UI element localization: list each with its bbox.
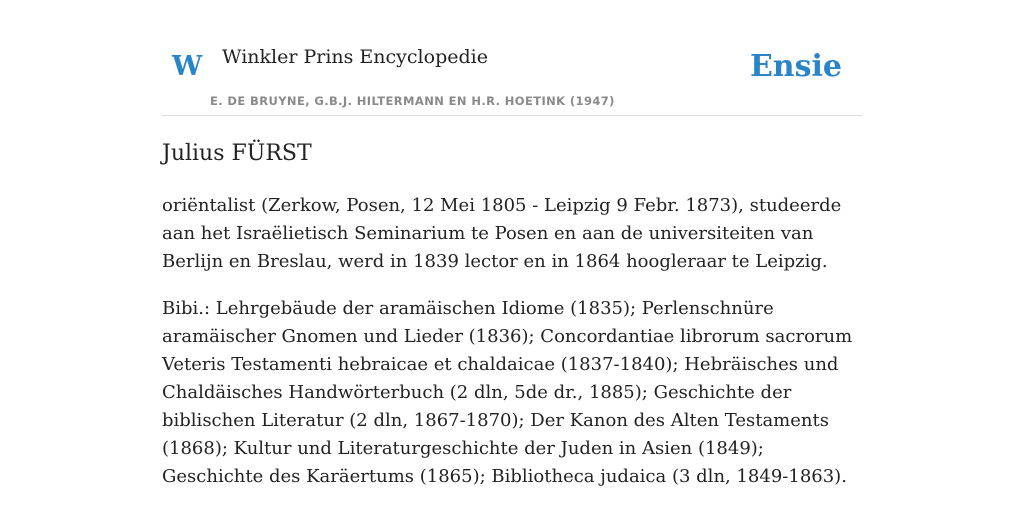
brand-logo[interactable]: Ensie: [749, 49, 842, 84]
authors-byline: E. DE BRUYNE, G.B.J. HILTERMANN EN H.R. HOETINK (1947): [210, 94, 615, 108]
site-header: [162, 40, 862, 116]
site-title[interactable]: Winkler Prins Encyclopedie: [222, 46, 488, 68]
article-title: Julius FÜRST: [162, 141, 312, 166]
article-paragraph-bio: oriëntalist (Zerkow, Posen, 12 Mei 1805 - Leipzig 9 Febr. 1873), studeerde aan het Israëlietisch Seminarium te Posen en aan de universiteiten van Berlijn en Breslau, werd in 1839 lector en in 1864 hoogleraar te Leipzig.: [162, 195, 842, 272]
article-paragraph-bibliography: Bibi.: Lehrgebäude der aramäischen Idiome (1835); Perlenschnüre aramäischer Gnomen und Lieder (1836); Concordantiae librorum sacrorum Veteris Testamenti hebraicae et chaldaicae (1837-1840); Hebräisches und Chaldäisches Handwörterbuch (2 dln, 5de dr., 1885); Geschichte der biblischen Literatur (2 dln, 1867-1870); Der Kanon des Alten Testaments (1868); Kultur und Literaturgeschichte der Juden in Asien (1849); Geschichte des Karäertums (1865); Bibliotheca judaica (3 dln, 1849-1863).: [162, 298, 853, 487]
logo-w-icon[interactable]: W: [172, 51, 203, 82]
